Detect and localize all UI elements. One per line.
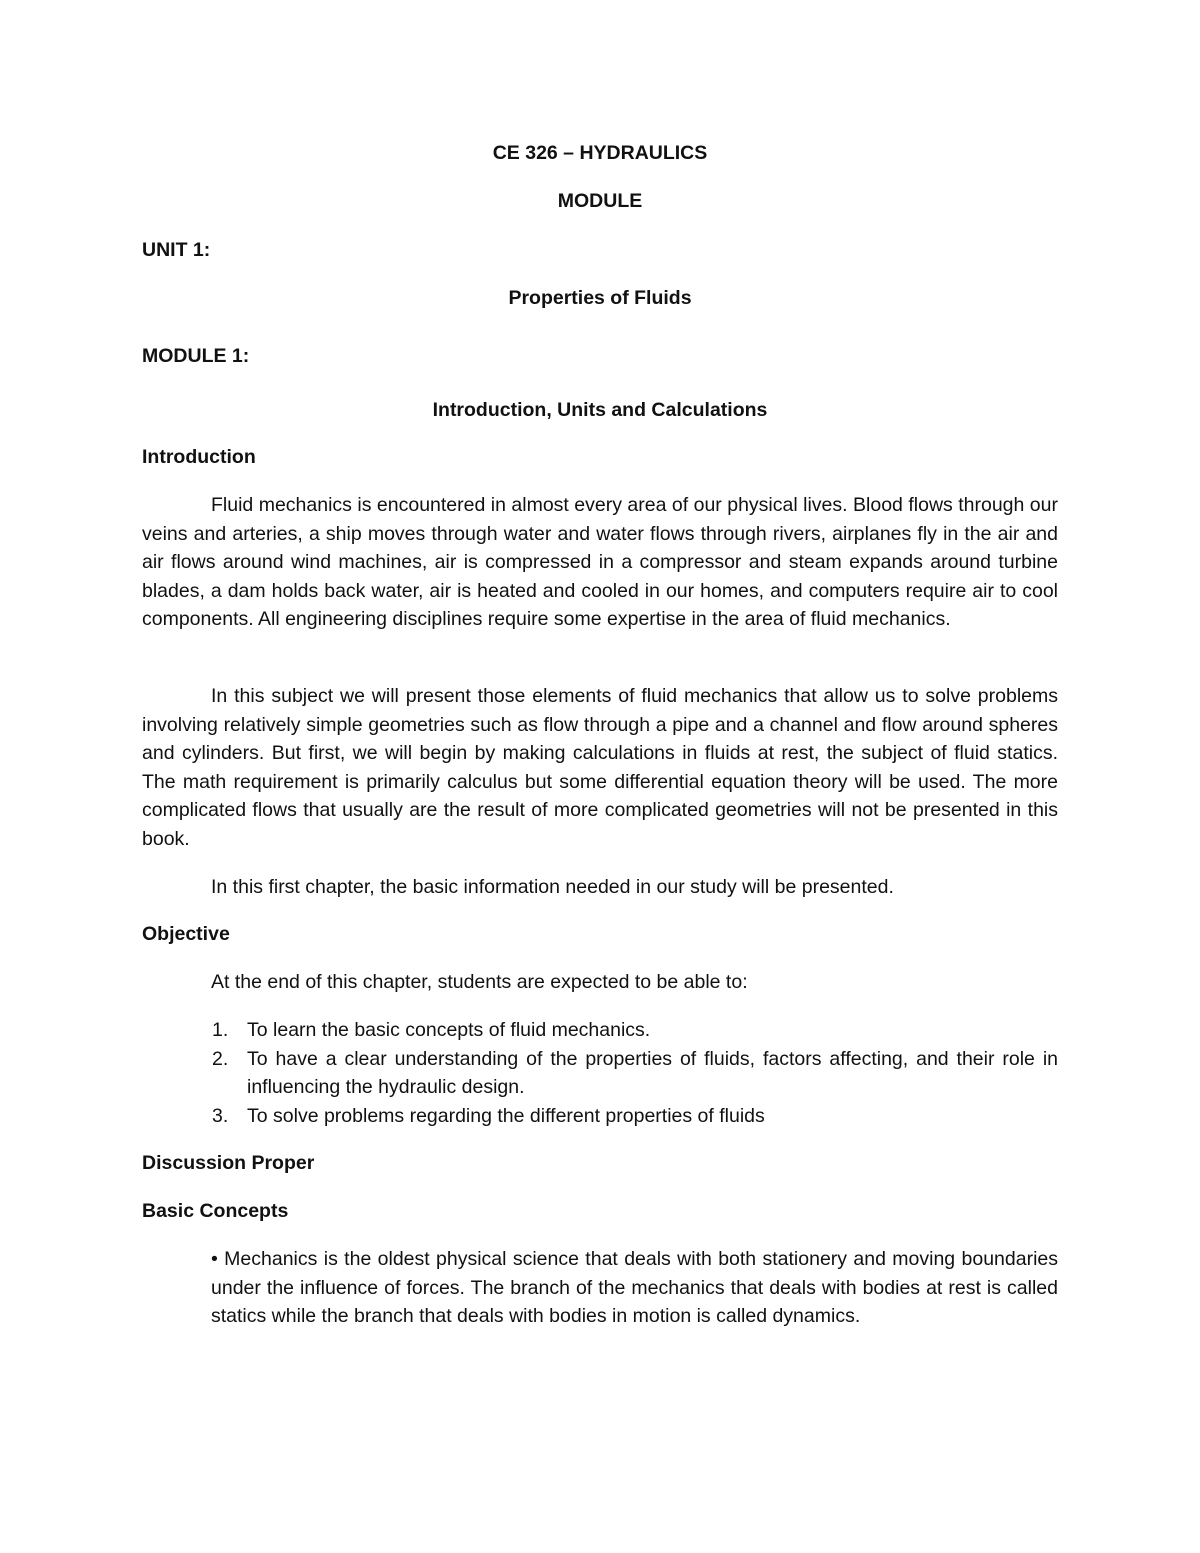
objective-intro: At the end of this chapter, students are expected to be able to: <box>211 971 748 993</box>
list-item-number: 2. <box>212 1047 229 1070</box>
list-item-text: To learn the basic concepts of fluid mechanics. <box>247 1019 651 1041</box>
introduction-heading: Introduction <box>142 446 256 468</box>
discussion-heading: Discussion Proper <box>142 1152 315 1174</box>
module-heading: MODULE <box>557 190 643 212</box>
module-label: MODULE 1: <box>142 345 250 367</box>
course-title: CE 326 – HYDRAULICS <box>492 142 708 164</box>
mechanics-bullet-paragraph: • Mechanics is the oldest physical science that deals with both stationery and moving boundaries under the influence of forces. The branch of the mechanics that deals with bodies at rest is called statics while the branch that deals with bodies in motion is called dynamics. <box>211 1248 1058 1328</box>
objective-heading: Objective <box>142 923 230 945</box>
unit-title: Properties of Fluids <box>508 287 692 309</box>
list-item <box>142 1045 1058 1102</box>
list-item-number: 3. <box>212 1104 229 1127</box>
list-item-number: 1. <box>212 1019 229 1041</box>
list-item-text: To have a clear understanding of the properties of fluids, factors affecting, and their role in influencing the hydraulic design. <box>247 1047 1058 1099</box>
objectives-list <box>142 1016 1058 1130</box>
list-item-text: To solve problems regarding the different properties of fluids <box>247 1104 765 1127</box>
introduction-paragraph-3: In this first chapter, the basic information needed in our study will be presented. <box>211 876 894 898</box>
list-item <box>142 1102 1058 1131</box>
basic-concepts-heading: Basic Concepts <box>142 1200 289 1222</box>
introduction-paragraph-2: In this subject we will present those elements of fluid mechanics that allow us to solve problems involving relatively simple geometries such as flow through a pipe and a channel and flow around spheres and cylinders. But first, we will begin by making calculations in fluids at rest, the subject of fluid statics. The math requirement is primarily calculus but some differential equation theory will be used. The more complicated flows that usually are the result of more complicated geometries will not be presented in this book. <box>142 685 1058 850</box>
module-title: Introduction, Units and Calculations <box>432 399 768 421</box>
introduction-paragraph-1: Fluid mechanics is encountered in almost every area of our physical lives. Blood flows through our veins and arteries, a ship moves through water and water flows through rivers, airplanes fly in the air and air flows around wind machines, air is compressed in a compressor and steam expands around turbine blades, a dam holds back water, air is heated and cooled in our homes, and computers require air to cool components. All engineering disciplines require some expertise in the area of fluid mechanics. <box>142 494 1058 631</box>
unit-label: UNIT 1: <box>142 239 211 261</box>
list-item <box>142 1016 1058 1045</box>
